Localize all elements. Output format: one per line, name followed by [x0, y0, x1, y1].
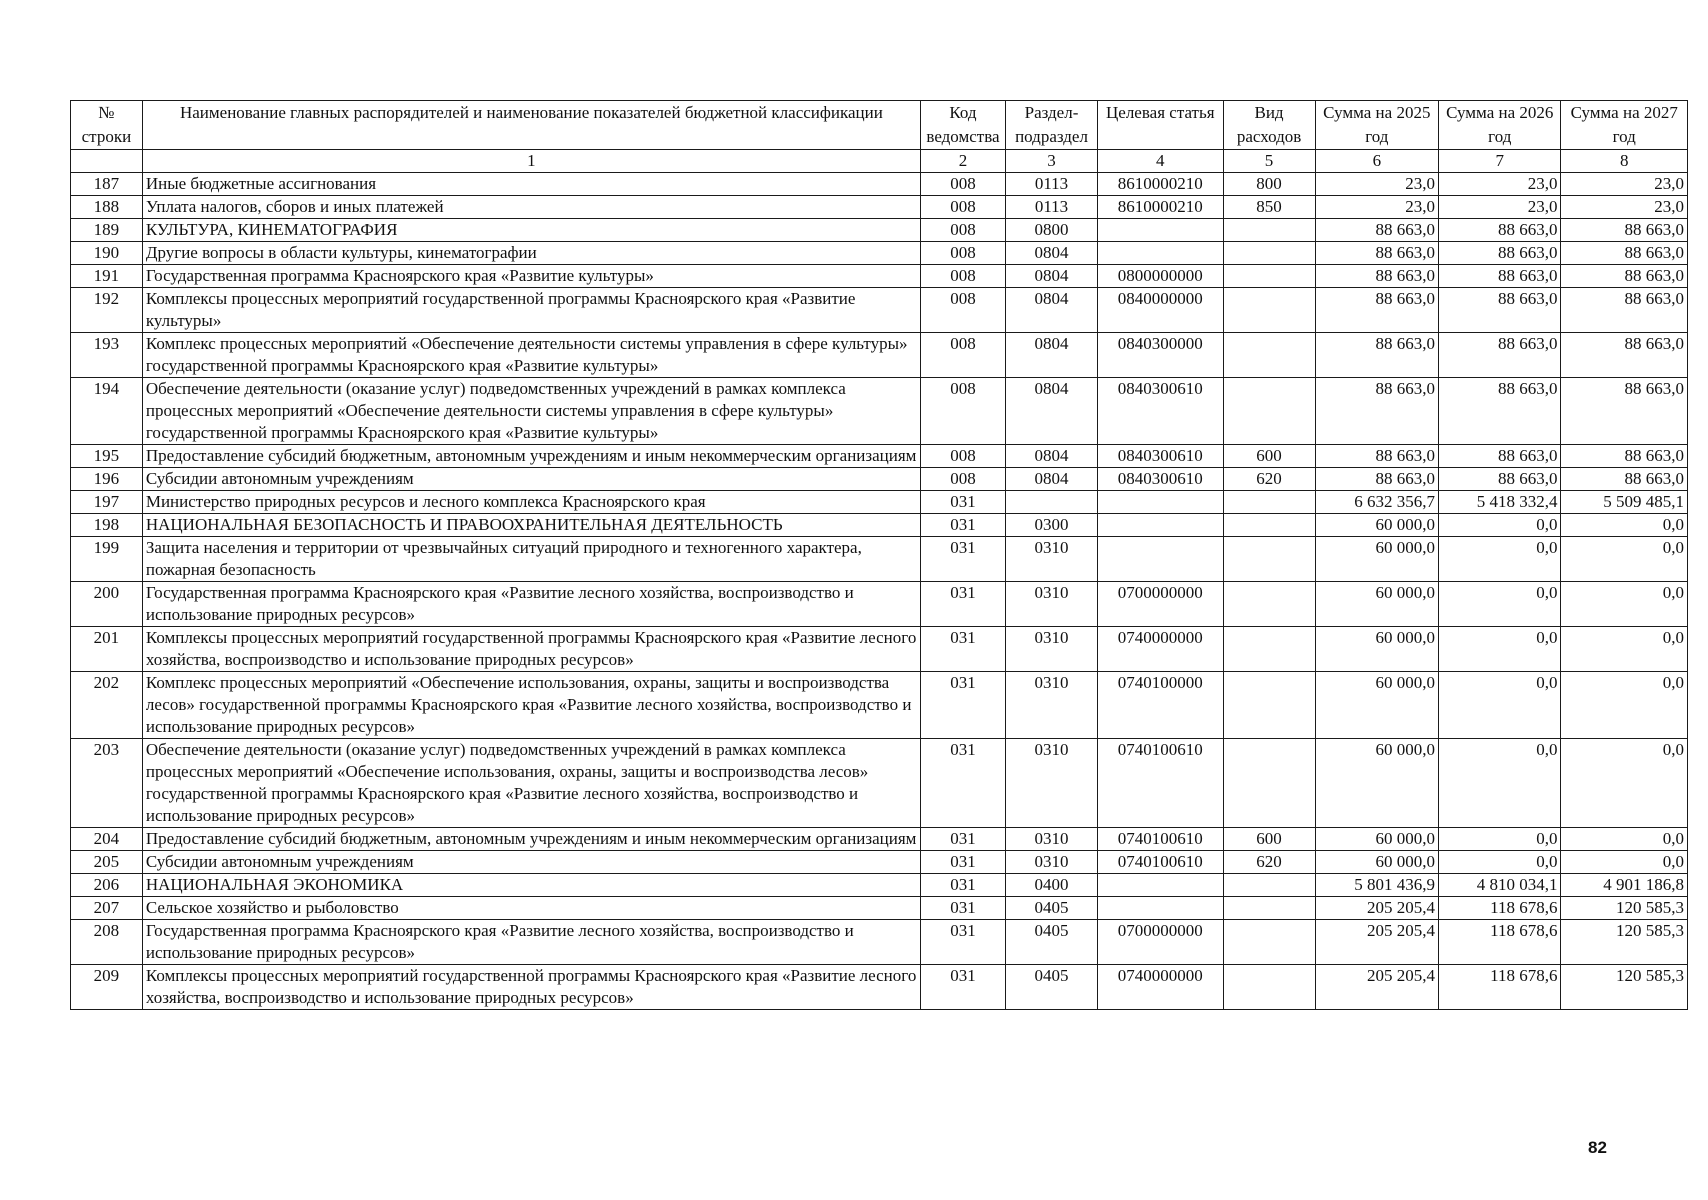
column-number-row	[71, 150, 1688, 173]
section-code: 0804	[1005, 288, 1097, 333]
indicator-name: Иные бюджетные ассигнования	[142, 173, 920, 196]
sum-2026: 88 663,0	[1439, 445, 1561, 468]
indicator-name: Обеспечение деятельности (оказание услуг) подведомственных учреждений в рамках комплекса процессных мероприятий «Обеспечение деятельности системы управления в сфере культуры» государственной программы Красноярского края «Развитие культуры»	[142, 378, 920, 445]
sum-2025: 6 632 356,7	[1315, 491, 1438, 514]
expense-type	[1223, 582, 1315, 627]
table-row	[71, 897, 1688, 920]
sum-2026: 0,0	[1439, 582, 1561, 627]
table-row	[71, 514, 1688, 537]
column-number: 3	[1005, 150, 1097, 173]
row-number: 190	[71, 242, 143, 265]
table-row	[71, 920, 1688, 965]
dept-code: 031	[920, 874, 1005, 897]
section-code: 0405	[1005, 920, 1097, 965]
target-article	[1098, 897, 1223, 920]
expense-type	[1223, 739, 1315, 828]
section-code: 0804	[1005, 378, 1097, 445]
expense-type: 600	[1223, 828, 1315, 851]
target-article: 8610000210	[1098, 196, 1223, 219]
row-number: 207	[71, 897, 143, 920]
dept-code: 008	[920, 333, 1005, 378]
sum-2027: 0,0	[1561, 537, 1688, 582]
target-article	[1098, 874, 1223, 897]
section-code: 0113	[1005, 196, 1097, 219]
column-number-blank	[71, 150, 143, 173]
row-number: 201	[71, 627, 143, 672]
dept-code: 031	[920, 965, 1005, 1010]
table-row	[71, 242, 1688, 265]
sum-2027: 88 663,0	[1561, 445, 1688, 468]
table-row	[71, 378, 1688, 445]
section-code: 0405	[1005, 965, 1097, 1010]
table-row	[71, 874, 1688, 897]
sum-2026: 4 810 034,1	[1439, 874, 1561, 897]
expense-type: 800	[1223, 173, 1315, 196]
sum-2027: 0,0	[1561, 627, 1688, 672]
row-number: 208	[71, 920, 143, 965]
row-number: 203	[71, 739, 143, 828]
column-number: 5	[1223, 150, 1315, 173]
dept-code: 031	[920, 627, 1005, 672]
row-number: 193	[71, 333, 143, 378]
indicator-name: Субсидии автономным учреждениям	[142, 851, 920, 874]
sum-2027: 88 663,0	[1561, 242, 1688, 265]
sum-2027: 88 663,0	[1561, 288, 1688, 333]
section-code: 0310	[1005, 672, 1097, 739]
target-article: 0740100610	[1098, 851, 1223, 874]
header-row-no: № строки	[71, 101, 143, 150]
table-row	[71, 672, 1688, 739]
sum-2027: 120 585,3	[1561, 897, 1688, 920]
section-code: 0804	[1005, 333, 1097, 378]
dept-code: 031	[920, 851, 1005, 874]
column-number: 7	[1439, 150, 1561, 173]
sum-2027: 120 585,3	[1561, 920, 1688, 965]
indicator-name: Предоставление субсидий бюджетным, автономным учреждениям и иным некоммерческим организациям	[142, 445, 920, 468]
sum-2027: 88 663,0	[1561, 378, 1688, 445]
indicator-name: Защита населения и территории от чрезвычайных ситуаций природного и техногенного характера, пожарная безопасность	[142, 537, 920, 582]
expense-type	[1223, 514, 1315, 537]
indicator-name: Комплекс процессных мероприятий «Обеспечение использования, охраны, защиты и воспроизводства лесов» государственной программы Красноярского края «Развитие лесного хозяйства, воспроизводство и использование природных ресурсов»	[142, 672, 920, 739]
sum-2027: 0,0	[1561, 739, 1688, 828]
header-row	[71, 101, 1688, 150]
sum-2027: 0,0	[1561, 514, 1688, 537]
table-row	[71, 965, 1688, 1010]
expense-type	[1223, 288, 1315, 333]
sum-2025: 60 000,0	[1315, 514, 1438, 537]
sum-2026: 88 663,0	[1439, 242, 1561, 265]
sum-2026: 0,0	[1439, 627, 1561, 672]
dept-code: 031	[920, 828, 1005, 851]
dept-code: 008	[920, 288, 1005, 333]
indicator-name: Министерство природных ресурсов и лесного комплекса Красноярского края	[142, 491, 920, 514]
dept-code: 008	[920, 378, 1005, 445]
dept-code: 031	[920, 920, 1005, 965]
indicator-name: Комплексы процессных мероприятий государственной программы Красноярского края «Развитие лесного хозяйства, воспроизводство и использование природных ресурсов»	[142, 965, 920, 1010]
target-article: 0740000000	[1098, 965, 1223, 1010]
sum-2025: 88 663,0	[1315, 265, 1438, 288]
expense-type	[1223, 219, 1315, 242]
row-number: 192	[71, 288, 143, 333]
sum-2026: 88 663,0	[1439, 219, 1561, 242]
table-row	[71, 582, 1688, 627]
sum-2026: 88 663,0	[1439, 378, 1561, 445]
target-article: 0840300610	[1098, 445, 1223, 468]
expense-type	[1223, 897, 1315, 920]
section-code: 0310	[1005, 627, 1097, 672]
expense-type	[1223, 920, 1315, 965]
table-row	[71, 627, 1688, 672]
expense-type: 620	[1223, 468, 1315, 491]
sum-2026: 88 663,0	[1439, 265, 1561, 288]
row-number: 202	[71, 672, 143, 739]
sum-2027: 23,0	[1561, 173, 1688, 196]
page-number: 82	[1588, 1138, 1607, 1157]
dept-code: 031	[920, 739, 1005, 828]
sum-2026: 0,0	[1439, 828, 1561, 851]
column-number: 6	[1315, 150, 1438, 173]
header-sum-2027: Сумма на 2027 год	[1561, 101, 1688, 150]
sum-2025: 60 000,0	[1315, 672, 1438, 739]
expense-type	[1223, 265, 1315, 288]
indicator-name: Комплекс процессных мероприятий «Обеспечение деятельности системы управления в сфере культуры» государственной программы Красноярского края «Развитие культуры»	[142, 333, 920, 378]
section-code: 0804	[1005, 445, 1097, 468]
table-row	[71, 828, 1688, 851]
sum-2026: 0,0	[1439, 537, 1561, 582]
dept-code: 008	[920, 242, 1005, 265]
row-number: 206	[71, 874, 143, 897]
section-code: 0804	[1005, 468, 1097, 491]
indicator-name: Другие вопросы в области культуры, кинематографии	[142, 242, 920, 265]
row-number: 191	[71, 265, 143, 288]
section-code: 0804	[1005, 242, 1097, 265]
section-code: 0804	[1005, 265, 1097, 288]
sum-2025: 205 205,4	[1315, 965, 1438, 1010]
sum-2025: 60 000,0	[1315, 851, 1438, 874]
target-article	[1098, 514, 1223, 537]
dept-code: 031	[920, 672, 1005, 739]
target-article: 0740000000	[1098, 627, 1223, 672]
sum-2025: 88 663,0	[1315, 242, 1438, 265]
header-rz: Раздел-подраздел	[1005, 101, 1097, 150]
target-article: 8610000210	[1098, 173, 1223, 196]
section-code: 0113	[1005, 173, 1097, 196]
sum-2025: 88 663,0	[1315, 219, 1438, 242]
sum-2027: 0,0	[1561, 828, 1688, 851]
column-number: 8	[1561, 150, 1688, 173]
row-number: 204	[71, 828, 143, 851]
indicator-name: Государственная программа Красноярского края «Развитие лесного хозяйства, воспроизводство и использование природных ресурсов»	[142, 920, 920, 965]
sum-2027: 5 509 485,1	[1561, 491, 1688, 514]
expense-type	[1223, 672, 1315, 739]
sum-2025: 5 801 436,9	[1315, 874, 1438, 897]
header-vr: Вид расходов	[1223, 101, 1315, 150]
column-number: 2	[920, 150, 1005, 173]
sum-2027: 23,0	[1561, 196, 1688, 219]
expense-type	[1223, 242, 1315, 265]
target-article: 0840300610	[1098, 468, 1223, 491]
row-number: 209	[71, 965, 143, 1010]
section-code: 0310	[1005, 537, 1097, 582]
expense-type: 620	[1223, 851, 1315, 874]
header-cs: Целевая статья	[1098, 101, 1223, 150]
row-number: 187	[71, 173, 143, 196]
dept-code: 031	[920, 582, 1005, 627]
target-article: 0700000000	[1098, 582, 1223, 627]
sum-2026: 88 663,0	[1439, 288, 1561, 333]
dept-code: 008	[920, 219, 1005, 242]
sum-2025: 88 663,0	[1315, 288, 1438, 333]
sum-2026: 23,0	[1439, 173, 1561, 196]
expense-type: 850	[1223, 196, 1315, 219]
indicator-name: КУЛЬТУРА, КИНЕМАТОГРАФИЯ	[142, 219, 920, 242]
dept-code: 031	[920, 897, 1005, 920]
dept-code: 008	[920, 445, 1005, 468]
sum-2026: 118 678,6	[1439, 920, 1561, 965]
sum-2025: 23,0	[1315, 196, 1438, 219]
target-article: 0740100000	[1098, 672, 1223, 739]
expense-type	[1223, 627, 1315, 672]
expense-type	[1223, 965, 1315, 1010]
section-code: 0800	[1005, 219, 1097, 242]
sum-2026: 0,0	[1439, 851, 1561, 874]
section-code: 0310	[1005, 851, 1097, 874]
sum-2025: 88 663,0	[1315, 468, 1438, 491]
indicator-name: НАЦИОНАЛЬНАЯ БЕЗОПАСНОСТЬ И ПРАВООХРАНИТЕЛЬНАЯ ДЕЯТЕЛЬНОСТЬ	[142, 514, 920, 537]
table-row	[71, 445, 1688, 468]
row-number: 198	[71, 514, 143, 537]
sum-2025: 88 663,0	[1315, 378, 1438, 445]
sum-2027: 0,0	[1561, 582, 1688, 627]
table-row	[71, 491, 1688, 514]
target-article	[1098, 242, 1223, 265]
section-code: 0400	[1005, 874, 1097, 897]
table-row	[71, 173, 1688, 196]
sum-2027: 0,0	[1561, 672, 1688, 739]
sum-2025: 60 000,0	[1315, 828, 1438, 851]
table-row	[71, 739, 1688, 828]
expense-type	[1223, 491, 1315, 514]
indicator-name: Обеспечение деятельности (оказание услуг) подведомственных учреждений в рамках комплекса процессных мероприятий «Обеспечение использования, охраны, защиты и воспроизводства лесов» государственной программы Красноярского края «Развитие лесного хозяйства, воспроизводство и использование природных ресурсов»	[142, 739, 920, 828]
table-row	[71, 288, 1688, 333]
row-number: 205	[71, 851, 143, 874]
sum-2027: 120 585,3	[1561, 965, 1688, 1010]
table-row	[71, 333, 1688, 378]
sum-2026: 0,0	[1439, 672, 1561, 739]
row-number: 200	[71, 582, 143, 627]
sum-2026: 0,0	[1439, 739, 1561, 828]
sum-2025: 60 000,0	[1315, 537, 1438, 582]
sum-2026: 0,0	[1439, 514, 1561, 537]
sum-2027: 0,0	[1561, 851, 1688, 874]
expense-type: 600	[1223, 445, 1315, 468]
sum-2027: 88 663,0	[1561, 219, 1688, 242]
target-article	[1098, 537, 1223, 582]
header-sum-2026: Сумма на 2026 год	[1439, 101, 1561, 150]
header-name: Наименование главных распорядителей и наименование показателей бюджетной классификации	[142, 101, 920, 150]
section-code: 0405	[1005, 897, 1097, 920]
indicator-name: Уплата налогов, сборов и иных платежей	[142, 196, 920, 219]
section-code: 0300	[1005, 514, 1097, 537]
sum-2025: 60 000,0	[1315, 627, 1438, 672]
header-sum-2025: Сумма на 2025 год	[1315, 101, 1438, 150]
sum-2025: 205 205,4	[1315, 920, 1438, 965]
table-row	[71, 265, 1688, 288]
dept-code: 031	[920, 537, 1005, 582]
dept-code: 008	[920, 173, 1005, 196]
target-article	[1098, 491, 1223, 514]
expense-type	[1223, 378, 1315, 445]
target-article: 0840300610	[1098, 378, 1223, 445]
dept-code: 031	[920, 491, 1005, 514]
dept-code: 008	[920, 196, 1005, 219]
row-number: 195	[71, 445, 143, 468]
expense-type	[1223, 333, 1315, 378]
sum-2026: 23,0	[1439, 196, 1561, 219]
target-article: 0700000000	[1098, 920, 1223, 965]
section-code	[1005, 491, 1097, 514]
sum-2025: 60 000,0	[1315, 739, 1438, 828]
column-number: 1	[142, 150, 920, 173]
target-article: 0740100610	[1098, 739, 1223, 828]
sum-2026: 118 678,6	[1439, 965, 1561, 1010]
expense-type	[1223, 874, 1315, 897]
sum-2025: 23,0	[1315, 173, 1438, 196]
sum-2027: 88 663,0	[1561, 468, 1688, 491]
indicator-name: Государственная программа Красноярского края «Развитие культуры»	[142, 265, 920, 288]
sum-2026: 88 663,0	[1439, 333, 1561, 378]
target-article: 0800000000	[1098, 265, 1223, 288]
indicator-name: Государственная программа Красноярского края «Развитие лесного хозяйства, воспроизводство и использование природных ресурсов»	[142, 582, 920, 627]
table-row	[71, 219, 1688, 242]
table-row	[71, 468, 1688, 491]
row-number: 188	[71, 196, 143, 219]
row-number: 196	[71, 468, 143, 491]
table-row	[71, 851, 1688, 874]
row-number: 194	[71, 378, 143, 445]
section-code: 0310	[1005, 582, 1097, 627]
budget-table	[70, 100, 1688, 1010]
sum-2025: 205 205,4	[1315, 897, 1438, 920]
indicator-name: Сельское хозяйство и рыболовство	[142, 897, 920, 920]
indicator-name: Субсидии автономным учреждениям	[142, 468, 920, 491]
dept-code: 031	[920, 514, 1005, 537]
indicator-name: Предоставление субсидий бюджетным, автономным учреждениям и иным некоммерческим организациям	[142, 828, 920, 851]
sum-2027: 4 901 186,8	[1561, 874, 1688, 897]
dept-code: 008	[920, 468, 1005, 491]
row-number: 197	[71, 491, 143, 514]
target-article	[1098, 219, 1223, 242]
sum-2026: 5 418 332,4	[1439, 491, 1561, 514]
expense-type	[1223, 537, 1315, 582]
sum-2025: 88 663,0	[1315, 333, 1438, 378]
indicator-name: Комплексы процессных мероприятий государственной программы Красноярского края «Развитие культуры»	[142, 288, 920, 333]
target-article: 0840300000	[1098, 333, 1223, 378]
table-row	[71, 537, 1688, 582]
section-code: 0310	[1005, 739, 1097, 828]
header-ved: Код ведомства	[920, 101, 1005, 150]
row-number: 199	[71, 537, 143, 582]
dept-code: 008	[920, 265, 1005, 288]
target-article: 0840000000	[1098, 288, 1223, 333]
sum-2025: 60 000,0	[1315, 582, 1438, 627]
table-row	[71, 196, 1688, 219]
sum-2026: 118 678,6	[1439, 897, 1561, 920]
table-body	[71, 173, 1688, 1010]
indicator-name: Комплексы процессных мероприятий государственной программы Красноярского края «Развитие лесного хозяйства, воспроизводство и использование природных ресурсов»	[142, 627, 920, 672]
indicator-name: НАЦИОНАЛЬНАЯ ЭКОНОМИКА	[142, 874, 920, 897]
target-article: 0740100610	[1098, 828, 1223, 851]
sum-2027: 88 663,0	[1561, 333, 1688, 378]
row-number: 189	[71, 219, 143, 242]
sum-2026: 88 663,0	[1439, 468, 1561, 491]
sum-2025: 88 663,0	[1315, 445, 1438, 468]
section-code: 0310	[1005, 828, 1097, 851]
column-number: 4	[1098, 150, 1223, 173]
sum-2027: 88 663,0	[1561, 265, 1688, 288]
